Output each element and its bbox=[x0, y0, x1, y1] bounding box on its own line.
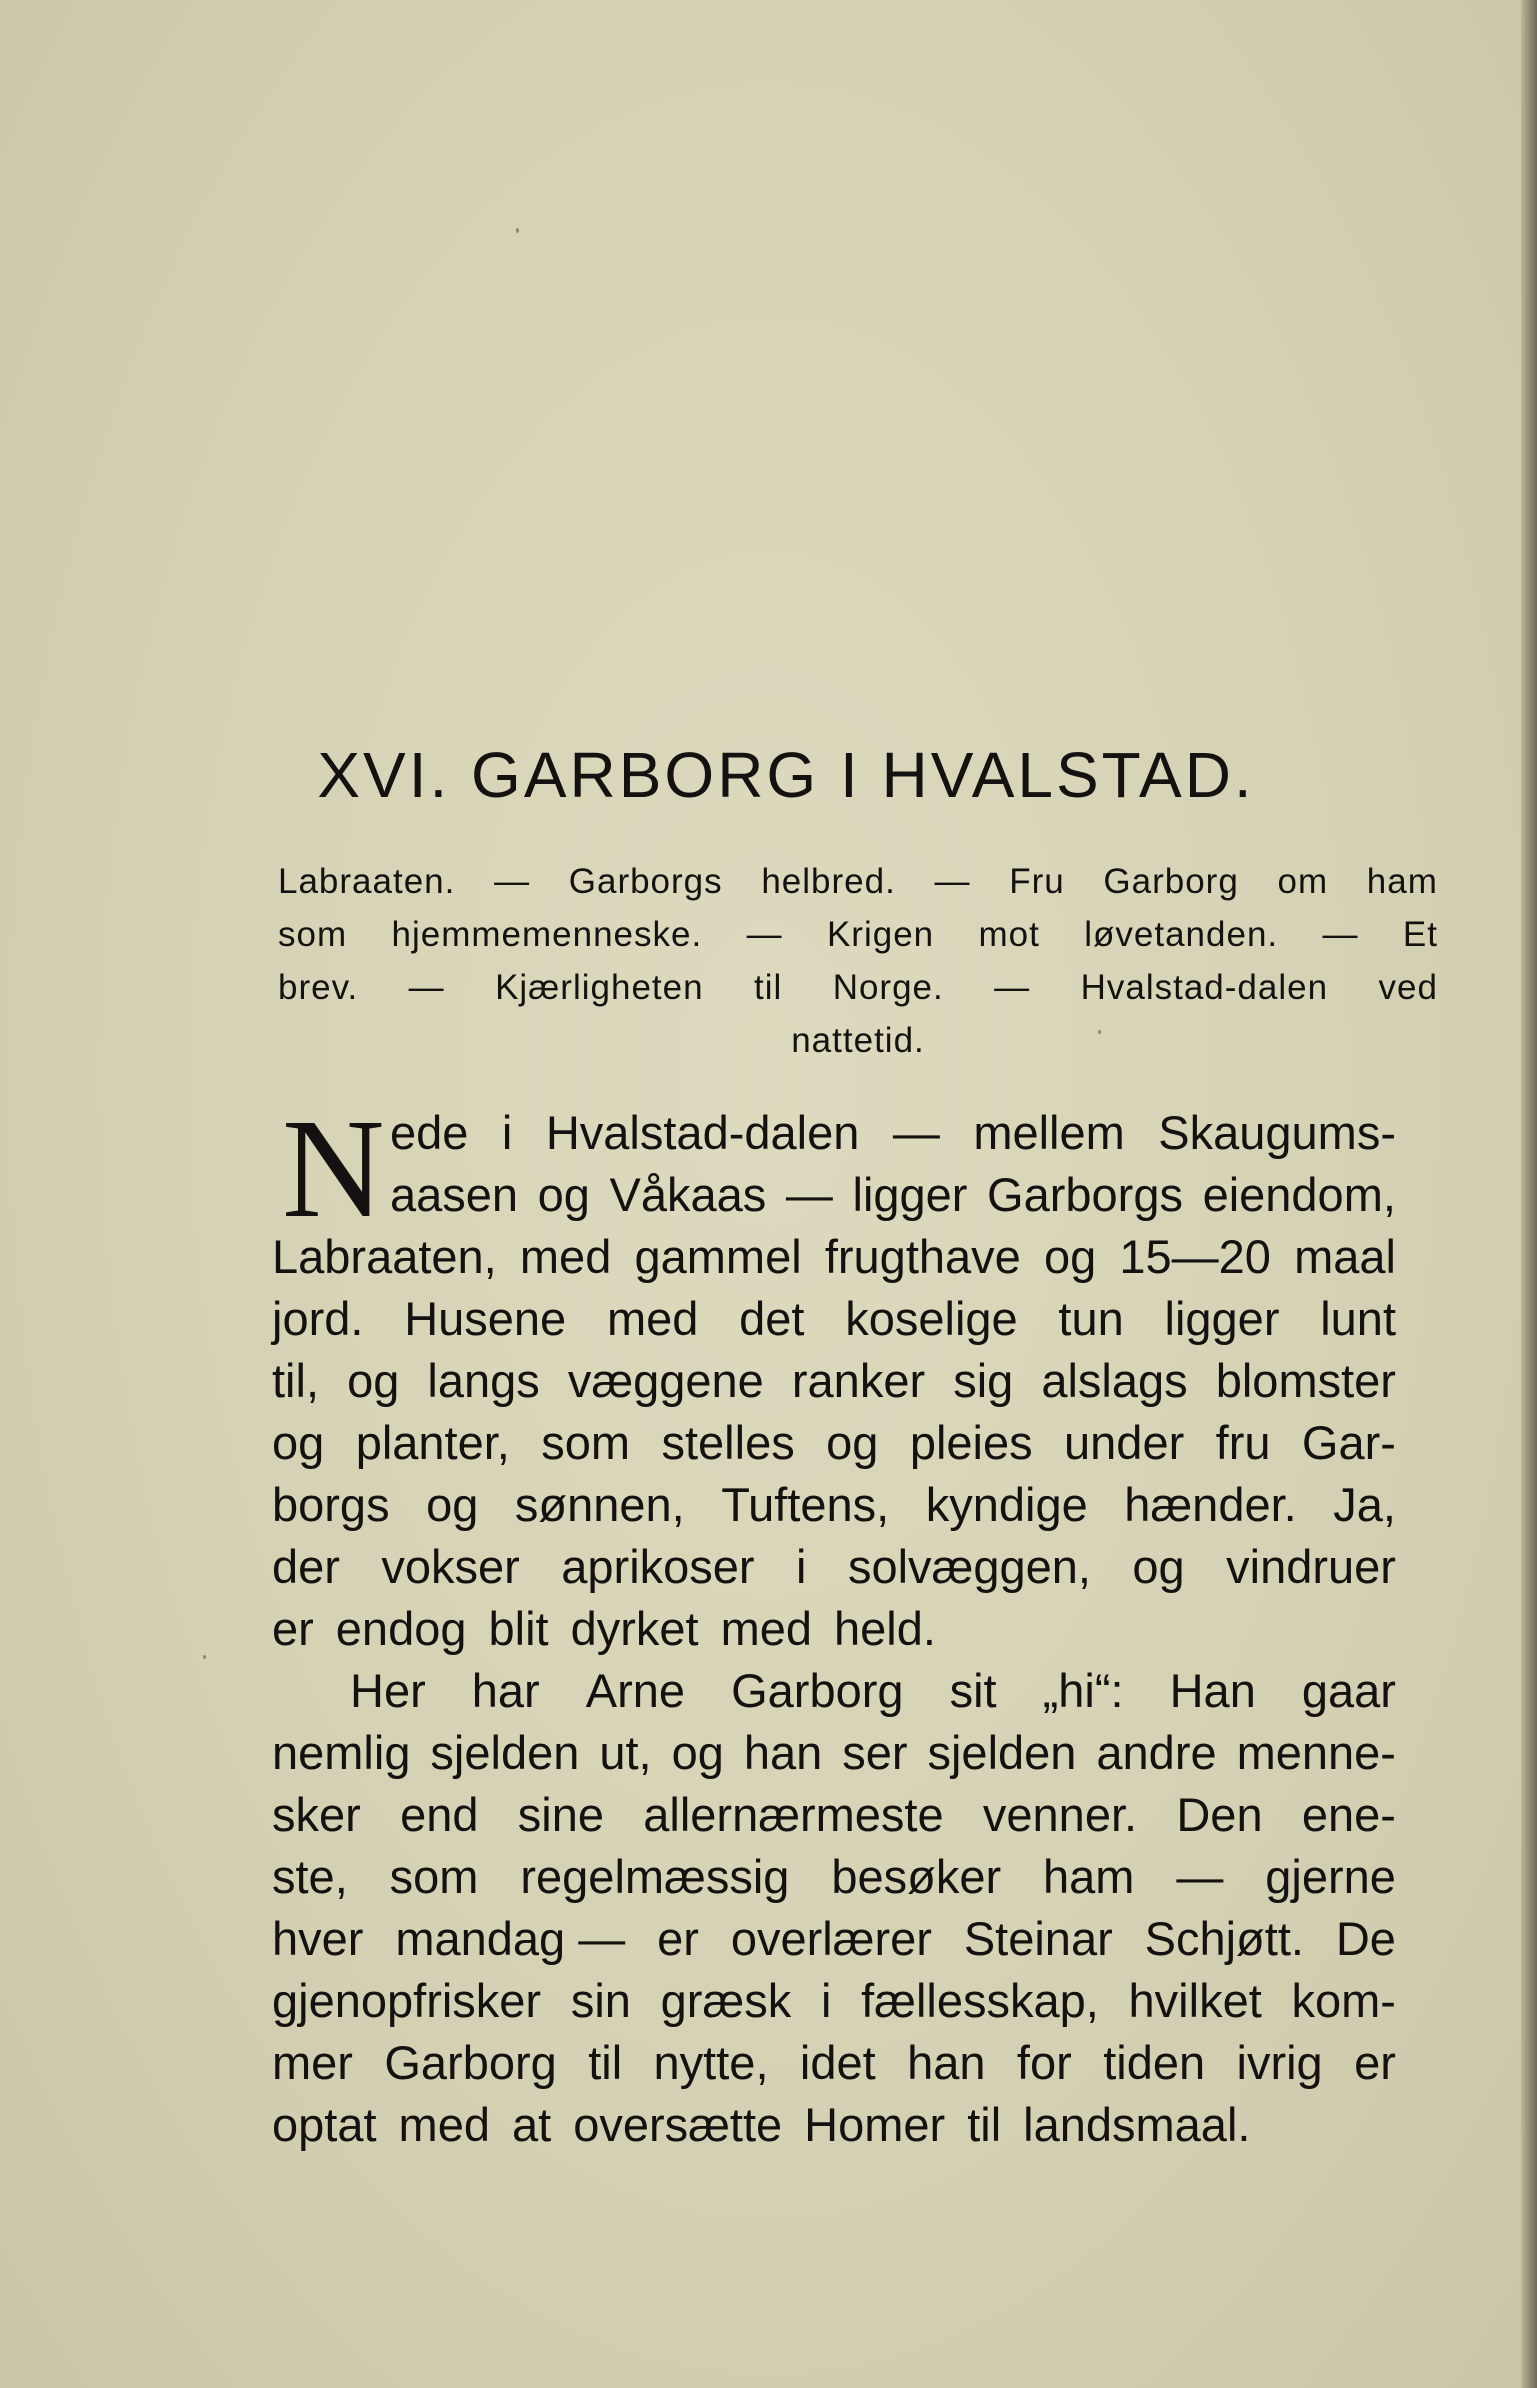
word: og bbox=[826, 1416, 879, 1469]
word: — bbox=[994, 968, 1031, 1007]
word: løvetanden. bbox=[1084, 915, 1279, 954]
word: til bbox=[588, 2036, 623, 2089]
word: regelmæssig bbox=[520, 1850, 790, 1903]
word: ivrig bbox=[1236, 2036, 1323, 2089]
word: Et bbox=[1402, 915, 1438, 954]
word: Garborg bbox=[731, 1664, 904, 1717]
word: vokser bbox=[381, 1540, 520, 1593]
word: er bbox=[657, 1912, 699, 1965]
word: eiendom, bbox=[1202, 1168, 1396, 1221]
word: hver bbox=[272, 1912, 364, 1965]
word: stelles bbox=[661, 1416, 795, 1469]
word: nattetid. bbox=[791, 1021, 925, 1060]
word: Krigen bbox=[826, 915, 935, 954]
word: Garborgs bbox=[987, 1168, 1183, 1221]
chapter-body bbox=[272, 1089, 1396, 2156]
word: at bbox=[511, 2098, 552, 2151]
word: gjenopfrisker bbox=[272, 1974, 542, 2027]
word: Den bbox=[1176, 1788, 1263, 1841]
text-line bbox=[272, 1536, 1396, 1598]
word: — bbox=[408, 968, 445, 1007]
word: er bbox=[272, 1602, 314, 1655]
word: aprikoser bbox=[561, 1540, 755, 1593]
word: landsmaal. bbox=[1023, 2098, 1251, 2151]
summary-line bbox=[278, 908, 1438, 961]
word: vindruer bbox=[1226, 1540, 1396, 1593]
word: De bbox=[1335, 1912, 1396, 1965]
word: maal bbox=[1294, 1230, 1396, 1283]
summary-line bbox=[278, 855, 1438, 908]
word: tun bbox=[1058, 1292, 1124, 1345]
word: for bbox=[1016, 2036, 1072, 2089]
word: ham bbox=[1366, 862, 1438, 901]
word: langs bbox=[427, 1354, 540, 1407]
word: ser bbox=[842, 1726, 908, 1779]
word: koselige bbox=[845, 1292, 1018, 1345]
word: Han bbox=[1169, 1664, 1256, 1717]
word: Garborg bbox=[1103, 862, 1239, 901]
word: overlærer bbox=[730, 1912, 932, 1965]
word: til bbox=[753, 968, 783, 1007]
word: Gar- bbox=[1301, 1416, 1396, 1469]
word: Garborgs bbox=[568, 862, 723, 901]
text-line bbox=[272, 1226, 1396, 1288]
word: Norge. bbox=[832, 968, 944, 1007]
text-line bbox=[272, 1784, 1396, 1846]
word: fællesskap, bbox=[861, 1974, 1099, 2027]
word: brev. bbox=[278, 968, 359, 1007]
word: — bbox=[892, 1106, 940, 1159]
word: solvæggen, bbox=[847, 1540, 1091, 1593]
word: og bbox=[272, 1416, 325, 1469]
word: hænder. bbox=[1124, 1478, 1297, 1531]
word: med bbox=[519, 1230, 612, 1283]
word: ved bbox=[1378, 968, 1438, 1007]
word: med bbox=[720, 1602, 813, 1655]
word: „hi“: bbox=[1042, 1664, 1124, 1717]
word: og bbox=[671, 1726, 724, 1779]
word: og bbox=[426, 1478, 479, 1531]
word: Steinar bbox=[963, 1912, 1113, 1965]
word: nytte, bbox=[653, 2036, 769, 2089]
word: venner. bbox=[982, 1788, 1138, 1841]
word: Labraaten. bbox=[278, 862, 456, 901]
word: i bbox=[820, 1974, 832, 2027]
word: om bbox=[1277, 862, 1329, 901]
word: pleies bbox=[909, 1416, 1033, 1469]
word: som bbox=[278, 915, 348, 954]
word: blomster bbox=[1215, 1354, 1396, 1407]
text-line bbox=[272, 1164, 1396, 1226]
word: allernærmeste bbox=[643, 1788, 944, 1841]
text-line bbox=[272, 1102, 1396, 1164]
word: ligger bbox=[1164, 1292, 1280, 1345]
word: nemlig bbox=[272, 1726, 411, 1779]
word: og bbox=[1132, 1540, 1185, 1593]
summary-line bbox=[278, 961, 1438, 1014]
text-line bbox=[272, 1722, 1396, 1784]
word: mellem bbox=[973, 1106, 1125, 1159]
word: Husene bbox=[404, 1292, 567, 1345]
word: har bbox=[471, 1664, 540, 1717]
word: der bbox=[272, 1540, 340, 1593]
word: frugthave bbox=[824, 1230, 1021, 1283]
word: Her bbox=[350, 1664, 426, 1717]
word: jord. bbox=[272, 1292, 364, 1345]
text-line bbox=[272, 1474, 1396, 1536]
word: hvilket bbox=[1128, 1974, 1262, 2027]
word: Schjøtt. bbox=[1144, 1912, 1304, 1965]
text-line bbox=[272, 1350, 1396, 1412]
word: menne- bbox=[1236, 1726, 1396, 1779]
word: Skaugums- bbox=[1158, 1106, 1396, 1159]
word: Garborg bbox=[384, 2036, 557, 2089]
word: — bbox=[1322, 915, 1359, 954]
word: — bbox=[785, 1168, 833, 1221]
word: sjelden bbox=[430, 1726, 580, 1779]
word: til bbox=[967, 2098, 1002, 2151]
word: sker bbox=[272, 1788, 361, 1841]
word: Hvalstad-dalen bbox=[1080, 968, 1329, 1007]
word: sig bbox=[953, 1354, 1014, 1407]
word: som bbox=[389, 1850, 479, 1903]
text-line bbox=[272, 2032, 1396, 2094]
word: blit bbox=[488, 1602, 549, 1655]
word: fru bbox=[1215, 1416, 1271, 1469]
word: held. bbox=[834, 1602, 936, 1655]
word: 15—20 bbox=[1119, 1230, 1271, 1283]
word: — bbox=[1176, 1850, 1224, 1903]
word: Våkaas bbox=[609, 1168, 767, 1221]
word: — bbox=[934, 862, 971, 901]
word: borgs bbox=[272, 1478, 390, 1531]
word: sit bbox=[949, 1664, 997, 1717]
word: dyrket bbox=[570, 1602, 699, 1655]
word: og bbox=[537, 1168, 590, 1221]
word: kyndige bbox=[925, 1478, 1088, 1531]
word: er bbox=[1354, 2036, 1396, 2089]
word: mandag — bbox=[395, 1912, 626, 1965]
word: — bbox=[746, 915, 783, 954]
word: og bbox=[1043, 1230, 1097, 1283]
word: kom- bbox=[1291, 1974, 1396, 2027]
word: mot bbox=[978, 915, 1040, 954]
word: helbred. bbox=[761, 862, 896, 901]
word: lunt bbox=[1320, 1292, 1396, 1345]
word: tiden bbox=[1103, 2036, 1206, 2089]
text-line bbox=[272, 1908, 1396, 1970]
word: sønnen, bbox=[514, 1478, 685, 1531]
word: sjelden bbox=[927, 1726, 1077, 1779]
word: hjemmemenneske. bbox=[391, 915, 703, 954]
word: det bbox=[739, 1292, 805, 1345]
text-line bbox=[272, 1846, 1396, 1908]
word: gaar bbox=[1301, 1664, 1396, 1717]
word: Ja, bbox=[1333, 1478, 1396, 1531]
word: sin bbox=[570, 1974, 631, 2027]
word: til, bbox=[272, 1354, 319, 1407]
word: Kjærligheten bbox=[495, 968, 704, 1007]
summary-line bbox=[278, 1014, 1438, 1067]
word: Homer bbox=[804, 2098, 946, 2151]
text-line bbox=[272, 1660, 1396, 1722]
drop-cap: N bbox=[282, 1089, 385, 1247]
word: gammel bbox=[634, 1230, 802, 1283]
word: ham bbox=[1043, 1850, 1135, 1903]
word: endog bbox=[335, 1602, 467, 1655]
word: Tuftens, bbox=[721, 1478, 890, 1531]
paper-speck bbox=[516, 228, 519, 233]
text-line bbox=[272, 1288, 1396, 1350]
word: andre bbox=[1096, 1726, 1217, 1779]
text-line bbox=[272, 1412, 1396, 1474]
word: ene- bbox=[1301, 1788, 1396, 1841]
word: græsk bbox=[660, 1974, 792, 2027]
word: i bbox=[501, 1106, 513, 1159]
word: planter, bbox=[355, 1416, 510, 1469]
word: med bbox=[606, 1292, 699, 1345]
word: alslags bbox=[1041, 1354, 1188, 1407]
word: end bbox=[400, 1788, 479, 1841]
word: aasen bbox=[390, 1168, 519, 1221]
paper-speck bbox=[203, 1655, 206, 1659]
word: Arne bbox=[585, 1664, 686, 1717]
word: Labraaten, bbox=[272, 1230, 497, 1283]
text-line bbox=[272, 2094, 1396, 2156]
page-edge bbox=[1521, 0, 1537, 2388]
word: ede bbox=[390, 1106, 469, 1159]
word: Fru bbox=[1009, 862, 1065, 901]
word: optat bbox=[272, 2098, 377, 2151]
chapter-title: XVI. GARBORG I HVALSTAD. bbox=[317, 739, 1255, 811]
word: ste, bbox=[272, 1850, 348, 1903]
text-line bbox=[272, 1970, 1396, 2032]
word: sine bbox=[517, 1788, 604, 1841]
word: ut, bbox=[599, 1726, 652, 1779]
word: som bbox=[541, 1416, 631, 1469]
word: mer bbox=[272, 2036, 353, 2089]
word: gjerne bbox=[1265, 1850, 1396, 1903]
word: under bbox=[1064, 1416, 1185, 1469]
word: han bbox=[743, 1726, 823, 1779]
word: han bbox=[907, 2036, 986, 2089]
word: besøker bbox=[831, 1850, 1002, 1903]
word: med bbox=[398, 2098, 490, 2151]
chapter-summary bbox=[278, 855, 1438, 1067]
word: og bbox=[347, 1354, 400, 1407]
word: væggene bbox=[567, 1354, 764, 1407]
word: i bbox=[796, 1540, 807, 1593]
word: — bbox=[494, 862, 531, 901]
word: ligger bbox=[852, 1168, 968, 1221]
word: idet bbox=[799, 2036, 876, 2089]
word: ranker bbox=[791, 1354, 926, 1407]
word: oversætte bbox=[573, 2098, 783, 2151]
word: Hvalstad-dalen bbox=[545, 1106, 860, 1159]
text-line bbox=[272, 1598, 1396, 1660]
